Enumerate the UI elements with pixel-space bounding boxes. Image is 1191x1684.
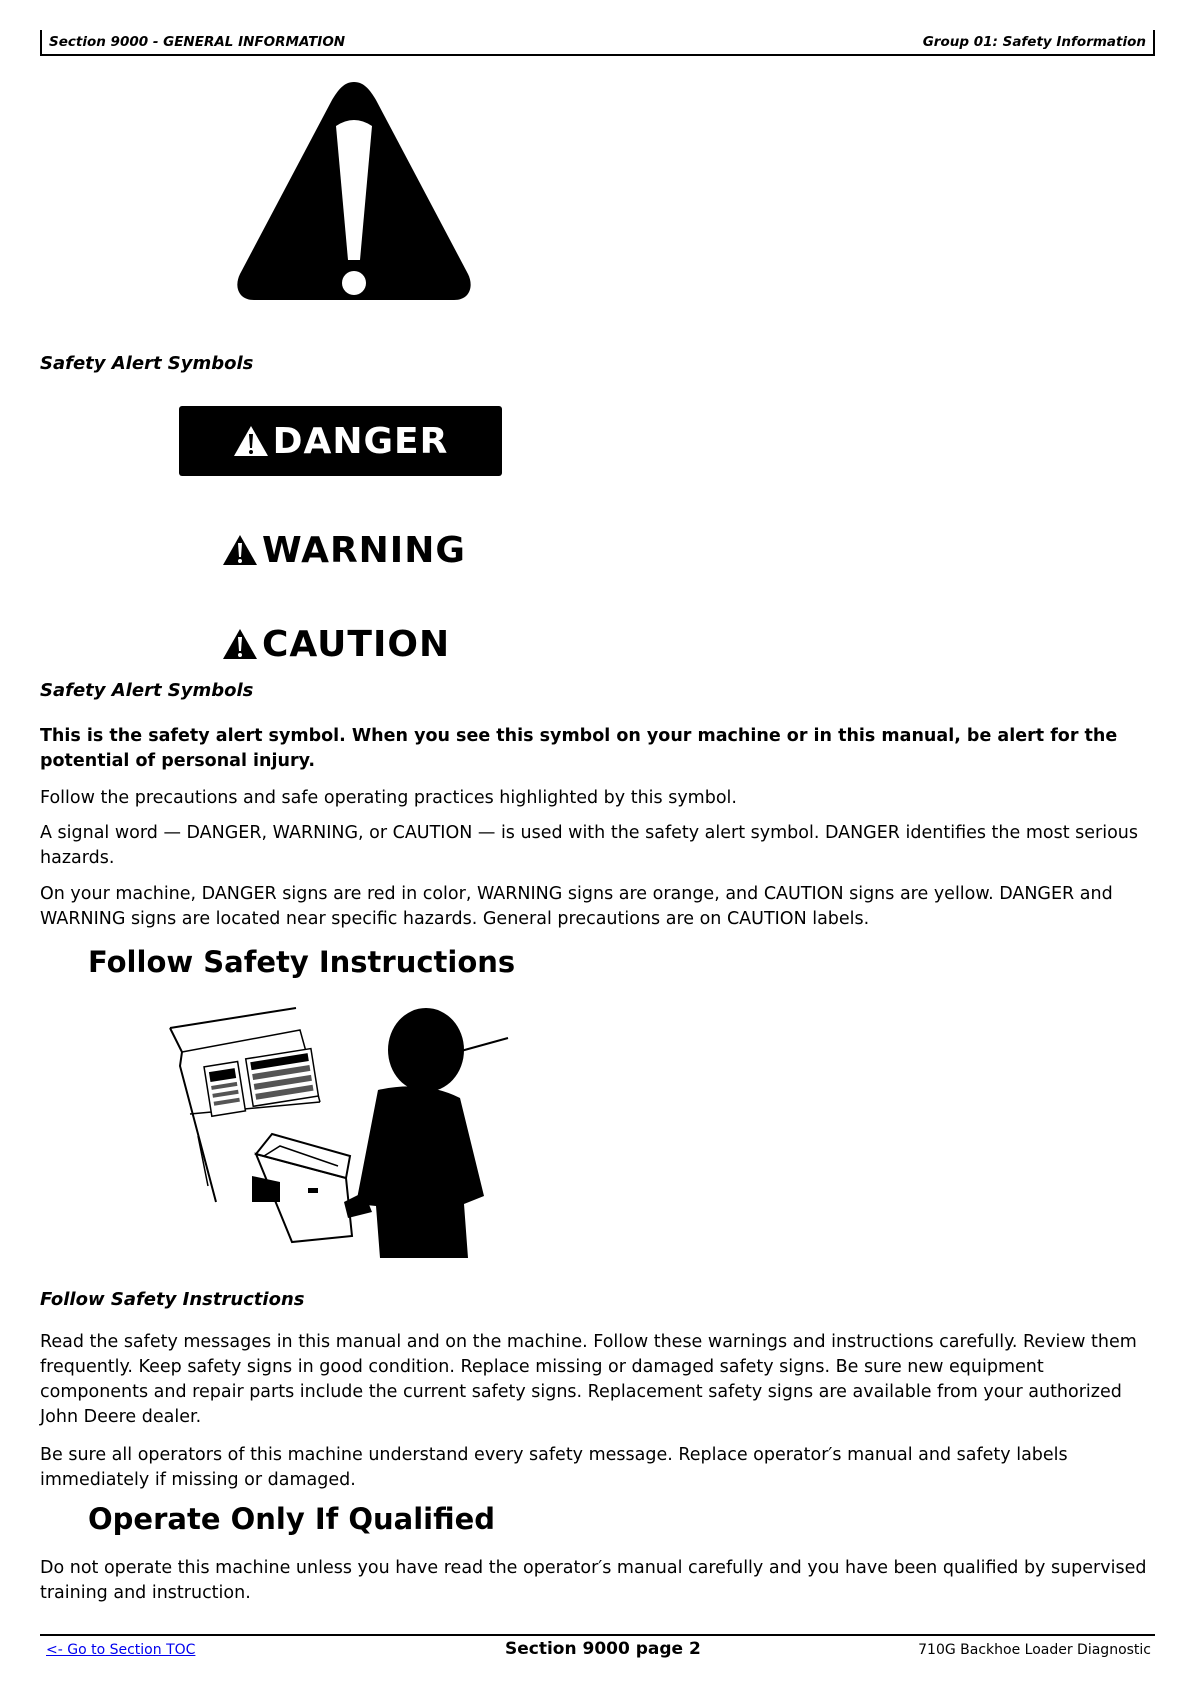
footer-page-number: Section 9000 page 2 — [505, 1639, 701, 1659]
safety-alert-paragraph-2: A signal word — DANGER, WARNING, or CAUTION — is used with the safety alert symbol. DANGER identifies the most serious hazards. — [40, 823, 1138, 868]
follow-instructions-paragraph-1: Read the safety messages in this manual and on the machine. Follow these warnings and instructions carefully. Review them frequently. Keep safety signs in good condition. Replace missing or damaged safety signs. Be sure new equipment components and repair parts include the current safety signs. Replacement safety signs are available from your authorized John Deere dealer. — [40, 1332, 1137, 1427]
follow-instructions-paragraph-2: Be sure all operators of this machine understand every safety message. Replace operator′s manual and safety labels immediately if missing or damaged. — [40, 1445, 1068, 1490]
safety-alert-intro: This is the safety alert symbol. When you see this symbol on your machine or in this manual, be alert for the potential of personal injury. — [40, 726, 1118, 771]
caution-alert-icon — [222, 628, 258, 660]
footer-document-title: 710G Backhoe Loader Diagnostic — [918, 1642, 1151, 1658]
caution-word: CAUTION — [262, 623, 451, 665]
safety-alert-paragraph-3: On your machine, DANGER signs are red in color, WARNING signs are orange, and CAUTION signs are yellow. DANGER and WARNING signs are located near specific hazards. General precautions are on CAUTION labels. — [40, 884, 1113, 929]
heading-follow-safety-instructions: Follow Safety Instructions — [88, 945, 516, 979]
caution-signal-panel — [222, 622, 450, 666]
warning-word: WARNING — [262, 529, 466, 571]
figure-caption-signal-words: Safety Alert Symbols — [40, 680, 254, 701]
danger-alert-icon — [233, 425, 269, 457]
header-section: Section 9000 - GENERAL INFORMATION — [49, 34, 346, 50]
safety-alert-triangle-icon — [232, 78, 476, 306]
go-to-section-toc-link[interactable]: <- Go to Section TOC — [46, 1642, 196, 1658]
footer-divider — [40, 1634, 1155, 1636]
danger-signal-panel — [179, 406, 502, 476]
heading-operate-only-if-qualified: Operate Only If Qualified — [88, 1502, 495, 1536]
danger-word: DANGER — [272, 420, 449, 462]
warning-alert-icon — [222, 534, 258, 566]
header-group: Group 01: Safety Information — [922, 34, 1146, 50]
operate-qualified-paragraph: Do not operate this machine unless you have read the operator′s manual carefully and you have been qualified by supervised training and instruction. — [40, 1558, 1147, 1603]
safety-alert-paragraph-1: Follow the precautions and safe operating practices highlighted by this symbol. — [40, 788, 737, 808]
warning-signal-panel — [222, 528, 466, 572]
operator-reading-manual-illustration — [168, 1006, 510, 1258]
figure-caption-safety-alert: Safety Alert Symbols — [40, 353, 254, 374]
figure-caption-follow-instructions: Follow Safety Instructions — [40, 1289, 305, 1310]
page-header — [40, 30, 1155, 56]
